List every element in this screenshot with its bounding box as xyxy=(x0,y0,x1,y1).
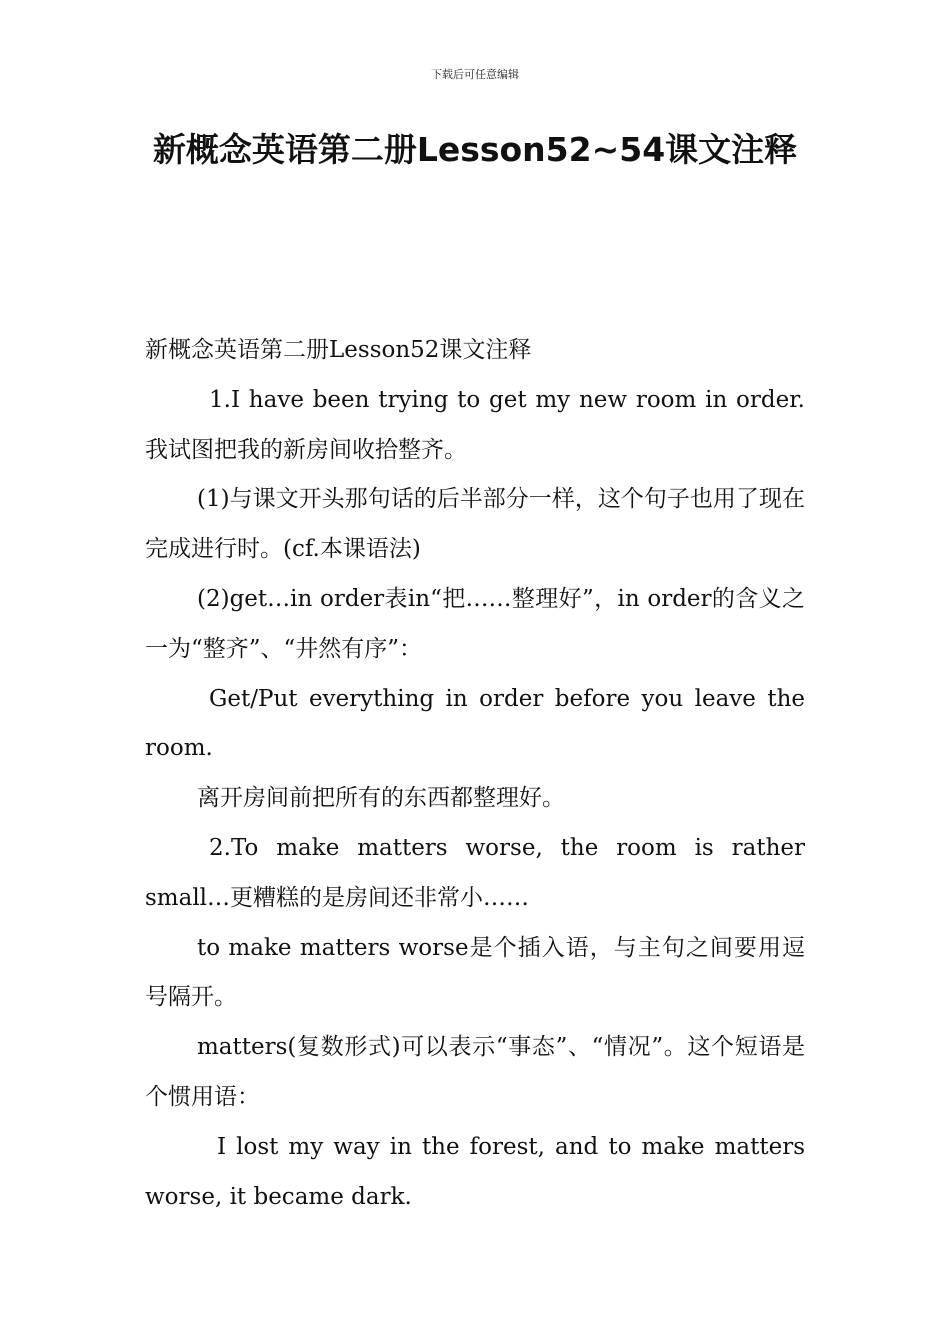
paragraph: to make matters worse是个插入语，与主句之间要用逗号隔开。 xyxy=(145,934,805,1011)
header-note: 下载后可任意编辑 xyxy=(431,68,519,81)
example-sentence: I lost my way in the forest, and to make matters worse, it became dark. xyxy=(145,1133,805,1210)
document-body xyxy=(145,326,805,1222)
section-heading: 新概念英语第二册Lesson52课文注释 xyxy=(145,337,532,363)
paragraph: matters(复数形式)可以表示“事态”、“情况”。这个短语是个惯用语： xyxy=(145,1034,805,1110)
paragraph: (2)get…in order表in“把……整理好”，in order的含义之一为“整齐”、“井然有序”： xyxy=(145,585,805,662)
example-sentence: Get/Put everything in order before you leave the room. xyxy=(145,685,805,762)
paragraph: (1)与课文开头那句话的后半部分一样，这个句子也用了现在完成进行时。(cf.本课语法) xyxy=(145,486,805,563)
document-title: 新概念英语第二册Lesson52~54课文注释 xyxy=(152,130,798,169)
paragraph: 2.To make matters worse, the room is rather small…更糟糕的是房间还非常小…… xyxy=(145,834,805,911)
example-translation: 离开房间前把所有的东西都整理好。 xyxy=(197,785,565,812)
paragraph: 1.I have been trying to get my new room in order.我试图把我的新房间收拾整齐。 xyxy=(145,386,805,463)
